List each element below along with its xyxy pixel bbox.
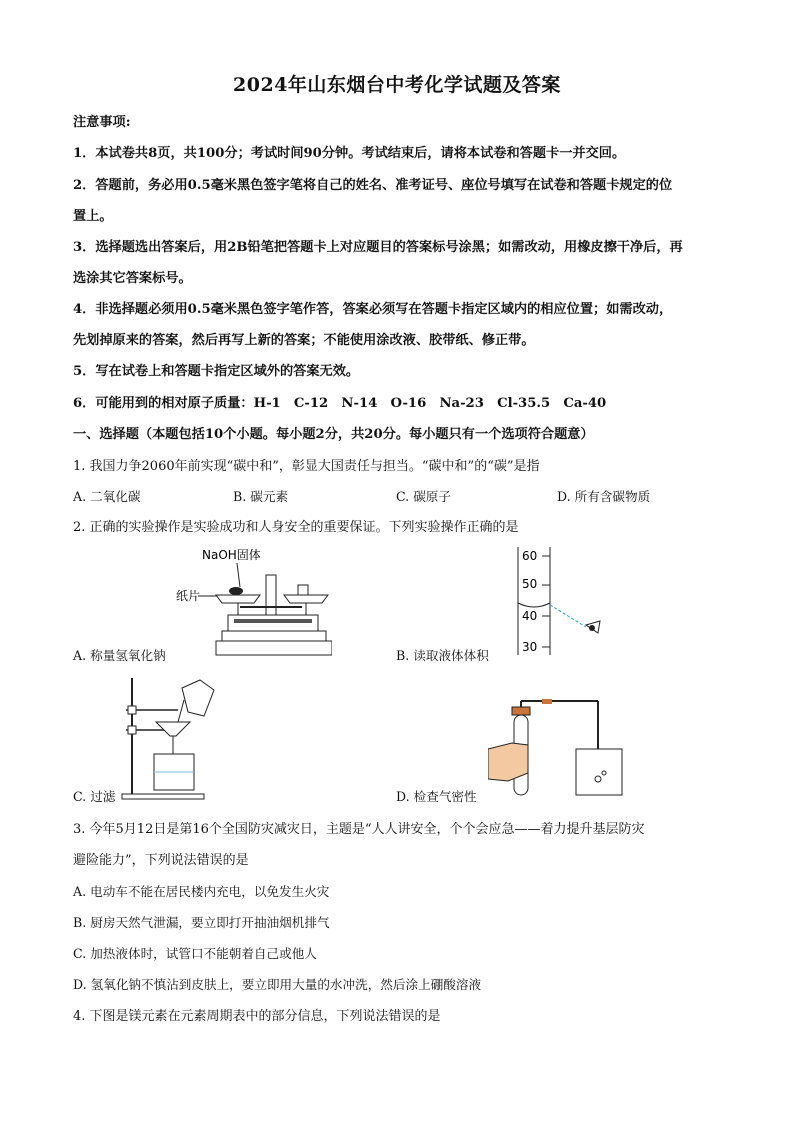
q2-option-c: C. 过滤 <box>73 789 116 804</box>
question-2-stem: 2. 正确的实验操作是实验成功和人身安全的重要保证。下列实验操作正确的是 <box>73 520 519 535</box>
section-heading: 一、选择题（本题包括10个小题。每小题2分，共20分。每小题只有一个选项符合题意） <box>73 427 594 442</box>
airtightness-figure <box>488 699 628 799</box>
tick-label-40: 40 <box>522 609 538 623</box>
note-line: 先划掉原来的答案，然后再写上新的答案；不能使用涂改液、胶带纸、修正带。 <box>73 333 535 348</box>
page-title: 2024年山东烟台中考化学试题及答案 <box>233 74 561 96</box>
note-line: 1．本试卷共8页，共100分；考试时间90分钟。考试结束后，请将本试卷和答题卡一并交回。 <box>73 146 626 161</box>
question-4-stem: 4. 下图是镁元素在元素周期表中的部分信息，下列说法错误的是 <box>73 1009 441 1024</box>
naoh-solid-label: NaOH固体 <box>202 548 261 562</box>
paper-label: 纸片 <box>176 589 201 603</box>
q3-option-b: B. 厨房天然气泄漏，要立即打开抽油烟机排气 <box>73 915 330 930</box>
tick-label-60: 60 <box>522 549 538 563</box>
q1-option-a: A. 二氧化碳 <box>73 489 141 504</box>
note-line: 2．答题前，务必用0.5毫米黑色签字笔将自己的姓名、准考证号、座位号填写在试卷和答题卡规定的位 <box>73 178 673 193</box>
q1-option-d: D. 所有含碳物质 <box>557 489 651 504</box>
q2-option-d: D. 检查气密性 <box>396 789 477 804</box>
question-1-stem: 1. 我国力争2060年前实现“碳中和”，彰显大国责任与担当。“碳中和”的“碳”是指 <box>73 459 540 474</box>
notes-heading: 注意事项: <box>73 115 131 130</box>
note-line: 选涂其它答案标号。 <box>73 271 192 286</box>
q1-option-c: C. 碳原子 <box>396 489 451 504</box>
q2-option-a: A. 称量氢氧化钠 <box>73 648 166 663</box>
note-line: 置上。 <box>73 209 113 224</box>
q3-option-a: A. 电动车不能在居民楼内充电，以免发生火灾 <box>73 884 330 899</box>
note-line: 3．选择题选出答案后，用2B铅笔把答题卡上对应题目的答案标号涂黑；如需改动，用橡皮擦干净后，再 <box>73 240 683 255</box>
filtration-figure <box>118 676 228 800</box>
q1-option-b: B. 碳元素 <box>233 489 289 504</box>
cylinder-figure <box>508 547 608 655</box>
note-line: 4．非选择题必须用0.5毫米黑色签字笔作答，答案必须写在答题卡指定区域内的相应位置；如需改动， <box>73 302 673 317</box>
note-line: 6．可能用到的相对原子质量：H-1 C-12 N-14 O-16 Na-23 Cl-35.5 Ca-40 <box>73 396 607 411</box>
note-line: 5．写在试卷上和答题卡指定区域外的答案无效。 <box>73 364 360 379</box>
tick-label-30: 30 <box>522 640 538 654</box>
question-3-stem-line2: 避险能力”，下列说法错误的是 <box>73 853 249 868</box>
q2-option-b: B. 读取液体体积 <box>396 648 489 663</box>
balance-figure <box>172 545 332 660</box>
question-3-stem-line1: 3. 今年5月12日是第16个全国防灾减灾日，主题是“人人讲安全，个个会应急——着力提升基层防灾 <box>73 822 645 837</box>
tick-label-50: 50 <box>522 577 538 591</box>
q3-option-d: D. 氢氧化钠不慎沾到皮肤上，要立即用大量的水冲洗，然后涂上硼酸溶液 <box>73 977 482 992</box>
q3-option-c: C. 加热液体时，试管口不能朝着自己或他人 <box>73 946 317 961</box>
